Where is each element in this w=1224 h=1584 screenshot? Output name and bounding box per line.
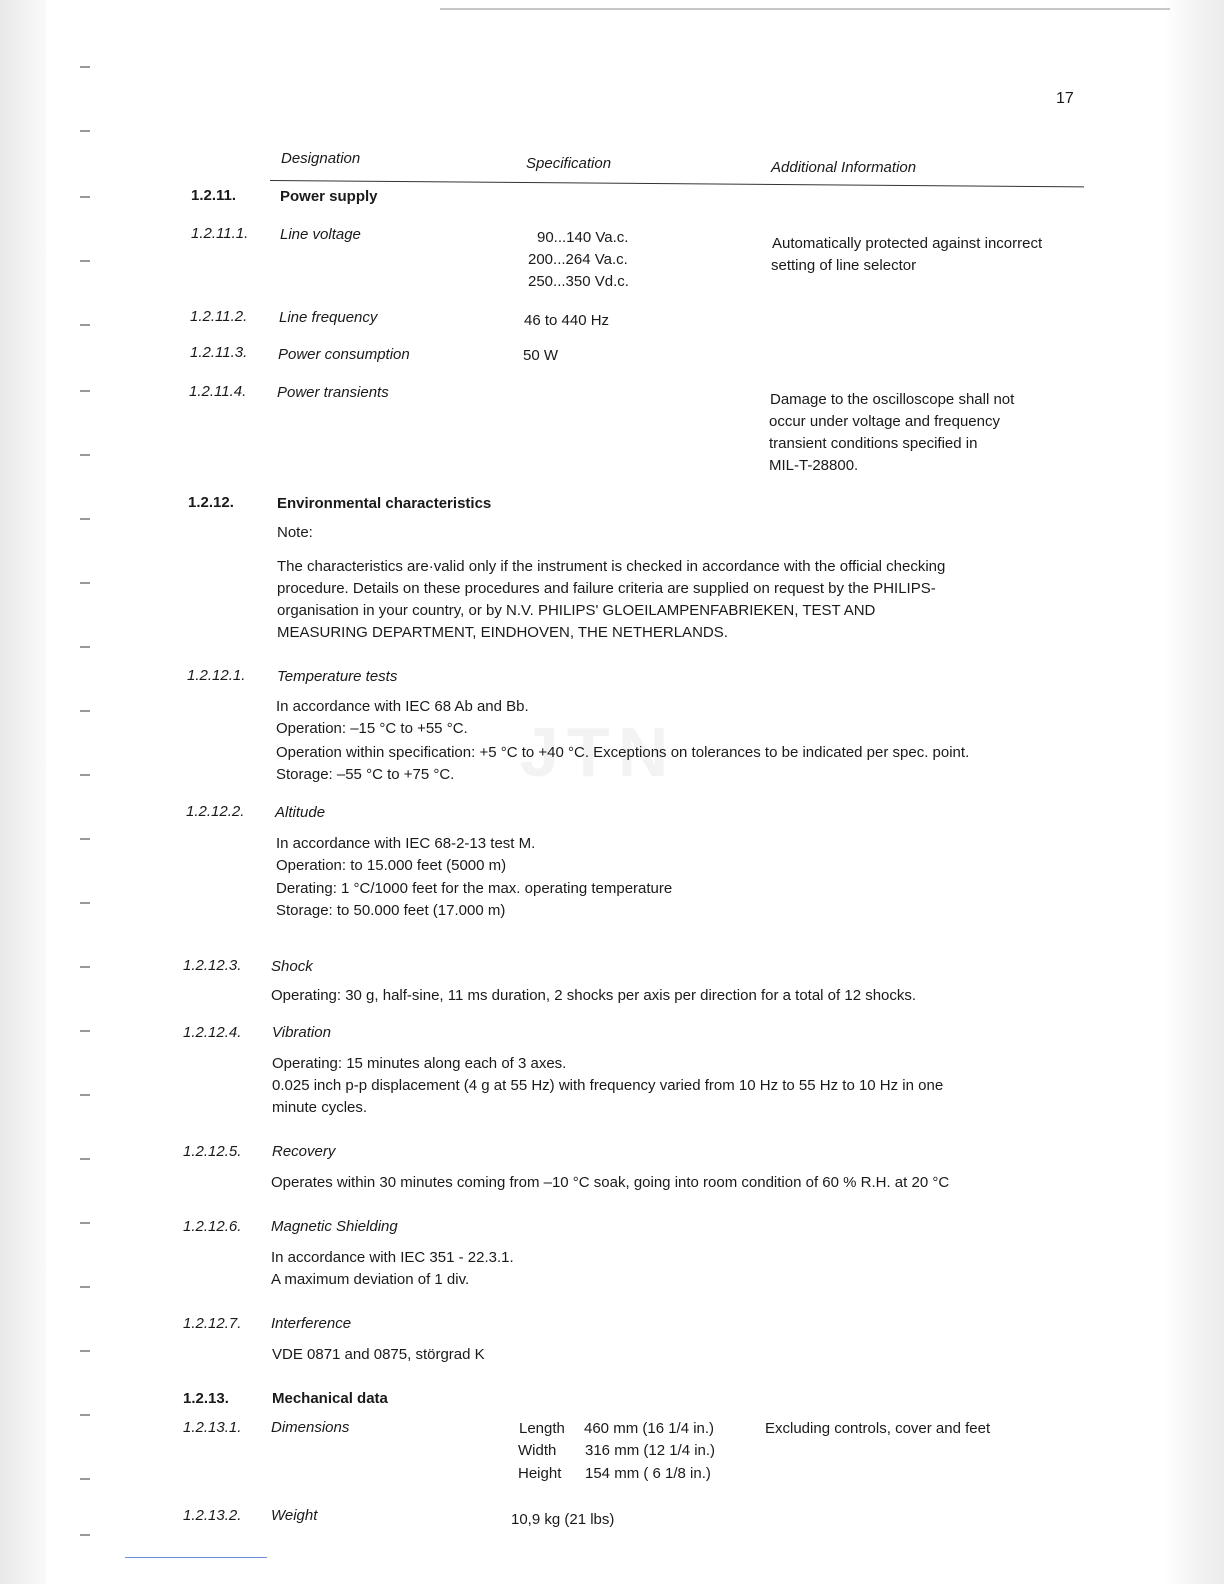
dimension-label-height: Height <box>518 1465 562 1482</box>
item-label-temperature-tests: Temperature tests <box>277 668 398 685</box>
item-label-interference: Interference <box>271 1315 352 1332</box>
punch-mark <box>80 902 90 904</box>
altitude-line-1: In accordance with IEC 68-2-13 test M. <box>276 835 536 852</box>
item-label-vibration: Vibration <box>272 1024 331 1041</box>
item-label-magnetic-shielding: Magnetic Shielding <box>271 1218 398 1235</box>
punch-mark <box>80 1478 90 1480</box>
punch-mark <box>80 646 90 648</box>
info-power-transients-4: MIL-T-28800. <box>769 457 859 474</box>
info-power-transients-1: Damage to the oscilloscope shall not <box>770 391 1015 408</box>
punch-mark <box>80 1534 90 1536</box>
section-number: 1.2.11. <box>191 187 237 204</box>
section-number: 1.2.13. <box>183 1390 229 1407</box>
item-label-line-frequency: Line frequency <box>279 309 378 326</box>
page-left-edge <box>0 0 46 1584</box>
footer-rule <box>125 1557 267 1558</box>
note-line-4: MEASURING DEPARTMENT, EINDHOVEN, THE NETHERLANDS. <box>277 624 728 641</box>
temperature-line-3: Operation within specification: +5 °C to +40 °C. Exceptions on tolerances to be indicated per spec. point. <box>276 744 970 761</box>
item-number: 1.2.12.5. <box>183 1143 242 1160</box>
shock-line-1: Operating: 30 g, half-sine, 11 ms duration, 2 shocks per axis per direction for a total of 12 shocks. <box>271 987 917 1004</box>
spec-line-voltage-3: 250...350 Vd.c. <box>528 273 629 290</box>
altitude-line-3: Derating: 1 °C/1000 feet for the max. operating temperature <box>276 880 673 897</box>
page-right-edge <box>1164 0 1224 1584</box>
section-title-power-supply: Power supply <box>280 188 378 205</box>
punch-mark <box>80 1158 90 1160</box>
spec-line-voltage-1: 90...140 Va.c. <box>537 229 629 246</box>
note-line-1: The characteristics are·valid only if the instrument is checked in accordance with the official checking <box>277 558 946 575</box>
punch-mark <box>80 196 90 198</box>
item-number: 1.2.11.3. <box>190 344 248 361</box>
punch-mark <box>80 454 90 456</box>
item-number: 1.2.13.2. <box>183 1507 242 1524</box>
header-specification: Specification <box>526 155 612 172</box>
punch-mark <box>80 518 90 520</box>
note-line-3: organisation in your country, or by N.V. PHILIPS' GLOEILAMPENFABRIEKEN, TEST AND <box>277 602 876 619</box>
altitude-line-2: Operation: to 15.000 feet (5000 m) <box>276 857 507 874</box>
dimension-label-length: Length <box>519 1420 565 1437</box>
recovery-line-1: Operates within 30 minutes coming from –10 °C soak, going into room condition of 60 % R.H. at 20 °C <box>271 1174 950 1191</box>
item-number: 1.2.11.4. <box>189 383 247 400</box>
item-label-shock: Shock <box>271 958 313 975</box>
magnetic-line-2: A maximum deviation of 1 div. <box>271 1271 470 1288</box>
item-number: 1.2.12.6. <box>183 1218 242 1235</box>
punch-mark <box>80 66 90 68</box>
info-dimensions: Excluding controls, cover and feet <box>765 1420 991 1437</box>
punch-mark <box>80 1350 90 1352</box>
item-label-altitude: Altitude <box>275 804 326 821</box>
section-number: 1.2.12. <box>188 494 234 511</box>
info-power-transients-3: transient conditions specified in <box>769 435 978 452</box>
page-number: 17 <box>1056 90 1074 107</box>
punch-mark <box>80 130 90 132</box>
item-label-weight: Weight <box>271 1507 318 1524</box>
spec-line-frequency: 46 to 440 Hz <box>524 312 610 329</box>
vibration-line-3: minute cycles. <box>272 1099 368 1116</box>
punch-mark <box>80 582 90 584</box>
watermark: JTN <box>520 713 677 791</box>
dimension-value-height: 154 mm ( 6 1/8 in.) <box>585 1465 711 1482</box>
punch-mark <box>80 1222 90 1224</box>
item-number: 1.2.11.1. <box>191 225 249 242</box>
spec-power-consumption: 50 W <box>523 347 559 364</box>
magnetic-line-1: In accordance with IEC 351 - 22.3.1. <box>271 1249 514 1266</box>
dimension-value-width: 316 mm (12 1/4 in.) <box>585 1442 716 1459</box>
dimension-label-width: Width <box>518 1442 557 1459</box>
item-number: 1.2.12.4. <box>183 1024 242 1041</box>
punch-mark <box>80 710 90 712</box>
info-line-voltage-1: Automatically protected against incorrect <box>772 235 1043 252</box>
punch-mark <box>80 774 90 776</box>
header-designation: Designation <box>281 150 361 167</box>
altitude-line-4: Storage: to 50.000 feet (17.000 m) <box>276 902 506 919</box>
item-label-power-consumption: Power consumption <box>278 346 410 363</box>
header-additional-information: Additional Information <box>771 159 917 176</box>
punch-mark <box>80 1286 90 1288</box>
info-line-voltage-2: setting of line selector <box>771 257 917 274</box>
punch-mark <box>80 1414 90 1416</box>
punch-mark <box>80 838 90 840</box>
spec-line-voltage-2: 200...264 Va.c. <box>528 251 628 268</box>
temperature-line-2: Operation: –15 °C to +55 °C. <box>276 720 468 737</box>
item-number: 1.2.12.2. <box>186 803 245 820</box>
vibration-line-1: Operating: 15 minutes along each of 3 axes. <box>272 1055 567 1072</box>
item-number: 1.2.13.1. <box>183 1419 242 1436</box>
item-number: 1.2.12.3. <box>183 957 242 974</box>
item-label-recovery: Recovery <box>272 1143 336 1160</box>
scan-top-line <box>440 8 1170 10</box>
temperature-line-1: In accordance with IEC 68 Ab and Bb. <box>276 698 529 715</box>
punch-mark <box>80 324 90 326</box>
spec-weight: 10,9 kg (21 lbs) <box>511 1511 615 1528</box>
temperature-line-4: Storage: –55 °C to +75 °C. <box>276 766 455 783</box>
punch-mark <box>80 1094 90 1096</box>
punch-mark <box>80 260 90 262</box>
punch-mark <box>80 966 90 968</box>
item-number: 1.2.12.7. <box>183 1315 242 1332</box>
item-label-power-transients: Power transients <box>277 384 389 401</box>
item-number: 1.2.12.1. <box>187 667 246 684</box>
dimension-value-length: 460 mm (16 1/4 in.) <box>584 1420 715 1437</box>
note-line-2: procedure. Details on these procedures and failure criteria are supplied on request by the PHILIPS- <box>277 580 936 597</box>
interference-line-1: VDE 0871 and 0875, störgrad K <box>272 1346 485 1363</box>
vibration-line-2: 0.025 inch p-p displacement (4 g at 55 Hz) with frequency varied from 10 Hz to 55 Hz to 10 Hz in one <box>272 1077 944 1094</box>
item-label-line-voltage: Line voltage <box>280 226 361 243</box>
section-title-environmental: Environmental characteristics <box>277 495 492 512</box>
info-power-transients-2: occur under voltage and frequency <box>769 413 1000 430</box>
item-label-dimensions: Dimensions <box>271 1419 350 1436</box>
header-rule <box>270 180 1084 187</box>
punch-mark <box>80 390 90 392</box>
section-title-mechanical-data: Mechanical data <box>272 1390 388 1407</box>
item-number: 1.2.11.2. <box>190 308 248 325</box>
note-label: Note: <box>277 524 313 541</box>
punch-mark <box>80 1030 90 1032</box>
